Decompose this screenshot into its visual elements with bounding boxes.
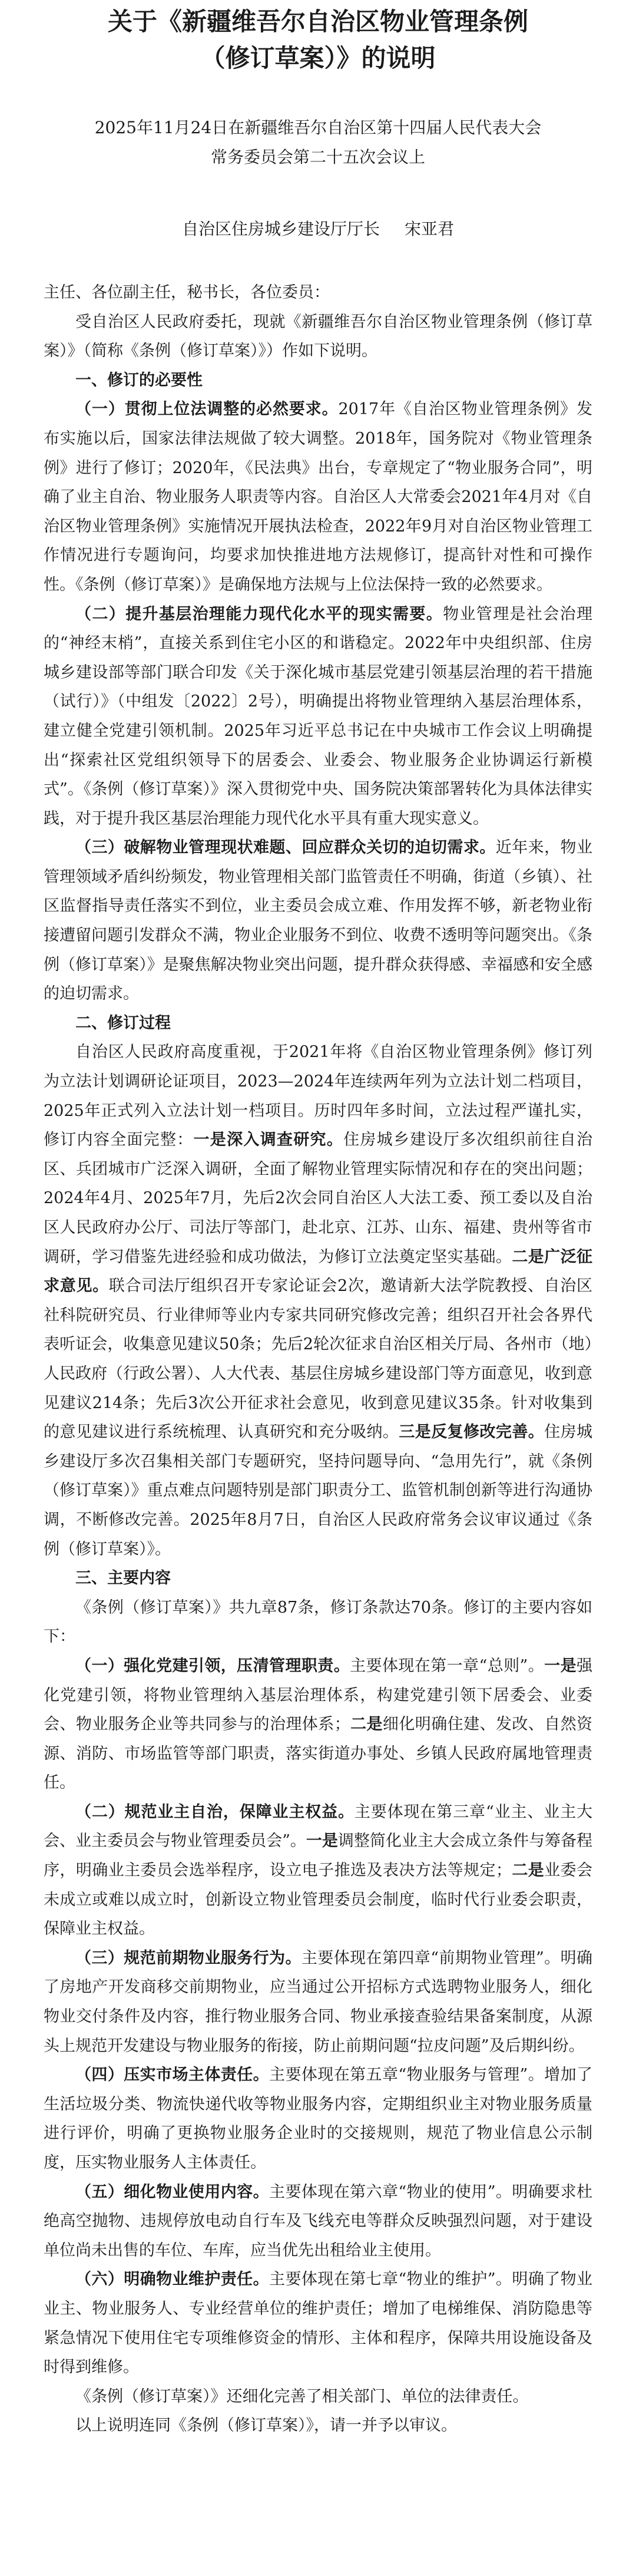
paragraph-lead: （三）规范前期物业服务行为。: [75, 1948, 302, 1967]
paragraph-lead: 三是反复修改完善。: [399, 1423, 545, 1442]
salutation: 主任、各位副主任，秘书长，各位委员：: [44, 283, 330, 302]
paragraph-text: 住房城乡建设厅多次召集相关部门专题研究，坚持问题导向、“急用先行”，就《条例（修订草案）》重点难点问题特别是部门职责分工、监管机制创新等进行沟通协调，不断修改完善。2025年8月7日，自治区人民政府常务会议审议通过《条例（修订草案）》。: [44, 1423, 593, 1558]
paragraph: [44, 2265, 592, 2382]
paragraph-text: 主要体现在第一章“总则”。: [350, 1656, 545, 1675]
intro-paragraph: 受自治区人民政府委托，现就《新疆维吾尔自治区物业管理条例（修订草案）》（简称《条例（修订草案）》）作如下说明。: [44, 312, 592, 361]
paragraph-text: 强化党建引领，将物业管理纳入基层治理体系，构建党建引领下居委会、业委会、物业服务企业等共同参与的治理体系；: [44, 1656, 593, 1734]
paragraph-lead: （五）细化物业使用内容。: [75, 2182, 270, 2201]
paragraph-text: 主要体现在第七章“物业的维护”。明确了物业业主、物业服务人、专业经营单位的维护责任；增加了电梯维保、消防隐患等紧急情况下使用住宅专项维修资金的情形、主体和程序，保障共用设施设备及时得到维修。: [44, 2270, 593, 2377]
paragraph-text: 主要体现在第三章“业主、业主大会、业主委员会与物业管理委员会”。: [44, 1802, 593, 1851]
paragraph-text: 住房城乡建设厅多次组织前往自治区、兵团城市广泛深入调研，全面了解物业管理实际情况和存在的突出问题；2024年4月、2025年7月，先后2次会同自治区人大法工委、预工委以及自治区人民政府办公厅、司法厅等部门，赴北京、江苏、山东、福建、贵州等省市调研，学习借鉴先进经验和成功做法，为修订立法奠定坚实基础。: [44, 1131, 592, 1266]
paragraph: [44, 1652, 592, 1798]
paragraph-text: 主要体现在第四章“前期物业管理”。明确了房地产开发商移交前期物业，应当通过公开招标方式选聘物业服务人，细化物业交付条件及内容，推行物业服务合同、物业承接查验结果备案制度，从源头上规范开发建设与物业服务的衔接，防止前期问题“拉皮问题”及后期纠纷。: [44, 1948, 592, 2055]
paragraph-text: 2017年《自治区物业管理条例》发布实施以后，国家法律法规做了较大调整。2018年，国务院对《物业管理条例》进行了修订；2020年，《民法典》出台，专章规定了“物业服务合同”，明确了业主自治、物业服务人职责等内容。自治区人大常委会2021年4月对《自治区物业管理条例》实施情况开展执法检查，2022年9月对自治区物业管理工作情况进行专题询问，均要求加快推进地方法规修订，提高针对性和可操作性。《条例（修订草案）》是确保地方法规与上位法保持一致的必然要求。: [44, 400, 592, 594]
speaker-position: 自治区住房城乡建设厅厅长: [181, 219, 380, 239]
paragraph-lead: （一）强化党建引领，压清管理职责。: [75, 1656, 350, 1675]
paragraph-text: 联合司法厅组织召开专家论证会2次，邀请新大法学院教授、自治区社科院研究员、行业律师等业内专家共同研究修改完善；组织召开社会各界代表听证会，收集意见建议50条；先后2轮次征求自治区相关厅局、各州市（地）人民政府（行政公署）、人大代表、基层住房城乡建设部门等方面意见，收到意见建议214条；先后3次公开征求社会意见，收到意见建议35条。针对收集到的意见建议进行系统梳理、认真研究和充分吸纳。: [44, 1277, 592, 1442]
document-body: [44, 278, 592, 2440]
paragraph-lead: 二是: [511, 1861, 545, 1880]
paragraph-text: 自治区人民政府高度重视，于2021年将《自治区物业管理条例》修订列为立法计划调研论证项目，2023—2024年连续两年列为立法计划二档项目，2025年正式列入立法计划一档项目。历时四年多时间，立法过程严谨扎实，修订内容全面完整：: [44, 1043, 592, 1150]
speaker-line: [44, 214, 592, 244]
paragraph-text: 主要体现在第六章“物业的使用”。明确要求杜绝高空抛物、违规停放电动自行车及飞线充电等群众反映强烈问题，对于建设单位尚未出售的车位、车库，应当优先出租给业主使用。: [44, 2182, 593, 2260]
paragraph: [44, 833, 592, 1009]
paragraph: 《条例（修订草案）》还细化完善了相关部门、单位的法律责任。: [75, 2387, 529, 2406]
meeting-line-2: 常务委员会第二十五次会议上: [210, 147, 425, 167]
paragraph-lead: （六）明确物业维护责任。: [75, 2270, 270, 2289]
paragraph: 《条例（修订草案）》共九章87条，修订条款达70条。修订的主要内容如下：: [44, 1598, 592, 1646]
document-title: [44, 0, 592, 77]
paragraph-text: 近年来，物业管理领域矛盾纠纷频发，物业管理相关部门监管责任不明确，街道（乡镇）、社区监督指导责任落实不到位，业主委员会成立难、作用发挥不够，新老物业衔接遭留问题引发群众不满，物业企业服务不到位、收费不透明等问题突出。《条例（修订草案）》是聚焦解决物业突出问题，提升群众获得感、幸福感和安全感的迫切需求。: [44, 838, 593, 1003]
section-heading-content: 三、主要内容: [75, 1569, 171, 1588]
paragraph: [44, 600, 592, 834]
section-heading-necessity: 一、修订的必要性: [75, 371, 203, 389]
paragraph-text: 调整简化业主大会成立条件与筹备程序，明确业主委员会选举程序，设立电子推选及表决方法等规定；: [44, 1832, 593, 1880]
paragraph: [44, 1038, 592, 1564]
paragraph-lead: 一是深入调查研究。: [193, 1131, 344, 1150]
paragraph-lead: 一是: [306, 1832, 338, 1851]
paragraph: [44, 2060, 592, 2177]
paragraph-lead: （一）贯彻上位法调整的必然要求。: [75, 400, 339, 419]
speaker-name: 宋亚君: [405, 219, 455, 239]
closing-paragraph: 以上说明连同《条例（修订草案）》，请一并予以审议。: [75, 2416, 457, 2435]
title-line-1: 关于《新疆维吾尔自治区物业管理条例: [107, 7, 528, 36]
meeting-info: [44, 113, 592, 172]
meeting-line-1: 2025年11月24日在新疆维吾尔自治区第十四届人民代表大会: [94, 118, 542, 137]
paragraph-lead: （三）破解物业管理现状难题、回应群众关切的迫切需求。: [75, 838, 496, 857]
section-heading-process: 二、修订过程: [75, 1013, 171, 1032]
paragraph-lead: 一是: [544, 1656, 577, 1675]
paragraph-text: 业委会未成立或难以成立时，创新设立物业管理委员会制度，临时代行业委会职责，保障业主权益。: [44, 1861, 593, 1938]
paragraph-lead: 二是广泛征求意见。: [44, 1247, 593, 1296]
paragraph: [44, 395, 592, 599]
title-line-2: （修订草案）》的说明: [200, 44, 436, 72]
paragraph-lead: （二）规范业主自治，保障业主权益。: [75, 1802, 355, 1821]
paragraph-text: 细化明确住建、发改、自然资源、消防、市场监管等部门职责，落实街道办事处、乡镇人民政府属地管理责任。: [44, 1715, 593, 1792]
paragraph-lead: 二是: [350, 1715, 383, 1734]
paragraph-text: 物业管理是社会治理的“神经末梢”，直接关系到住宅小区的和谐稳定。2022年中央组织部、住房城乡建设部等部门联合印发《关于深化城市基层党建引领基层治理的若干措施（试行）》（中组发〔2022〕2号），明确提出将物业管理纳入基层治理体系，建立健全党建引领机制。2025年习近平总书记在中央城市工作会议上明确提出“探索社区党组织领导下的居委会、业委会、物业服务企业协调运行新模式”。《条例（修订草案）》深入贯彻党中央、国务院决策部署转化为具体法律实践，对于提升我区基层治理能力现代化水平具有重大现实意义。: [44, 605, 593, 828]
paragraph-text: 主要体现在第五章“物业服务与管理”。增加了生活垃圾分类、物流快递代收等物业服务内容，定期组织业主对物业服务质量进行评价，明确了更换物业服务企业时的交接规则，规范了物业信息公示制度，压实物业服务人主体责任。: [44, 2066, 593, 2172]
paragraph: [44, 1798, 592, 1944]
paragraph-lead: （二）提升基层治理能力现代化水平的现实需要。: [75, 605, 443, 623]
paragraph: [44, 1944, 592, 2060]
paragraph: [44, 2178, 592, 2265]
paragraph-lead: （四）压实市场主体责任。: [75, 2066, 270, 2085]
